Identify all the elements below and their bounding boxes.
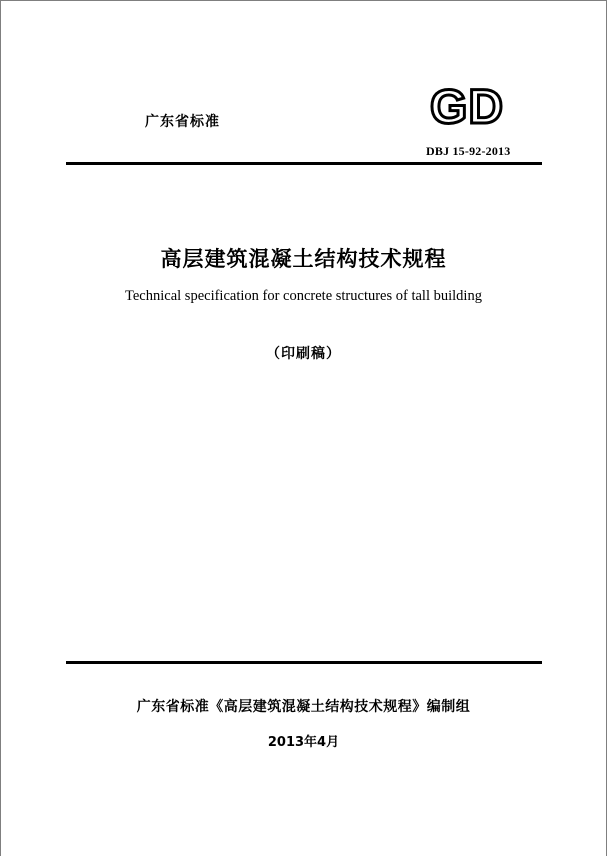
issuer-label: 广东省标准 <box>145 114 220 130</box>
standard-code: DBJ 15-92-2013 <box>426 144 511 158</box>
publish-date: 2013年4月 <box>267 735 340 750</box>
top-divider <box>66 162 542 165</box>
svg-text:GD: GD <box>430 82 504 128</box>
gd-logo <box>425 82 509 128</box>
bottom-divider <box>66 661 542 664</box>
document-title-cn: 高层建筑混凝土结构技术规程 <box>160 247 447 271</box>
compiler-line: 广东省标准《高层建筑混凝土结构技术规程》编制组 <box>136 699 471 715</box>
draft-label: （印刷稿） <box>266 346 341 362</box>
document-title-en: Technical specification for concrete structures of tall building <box>125 288 482 304</box>
